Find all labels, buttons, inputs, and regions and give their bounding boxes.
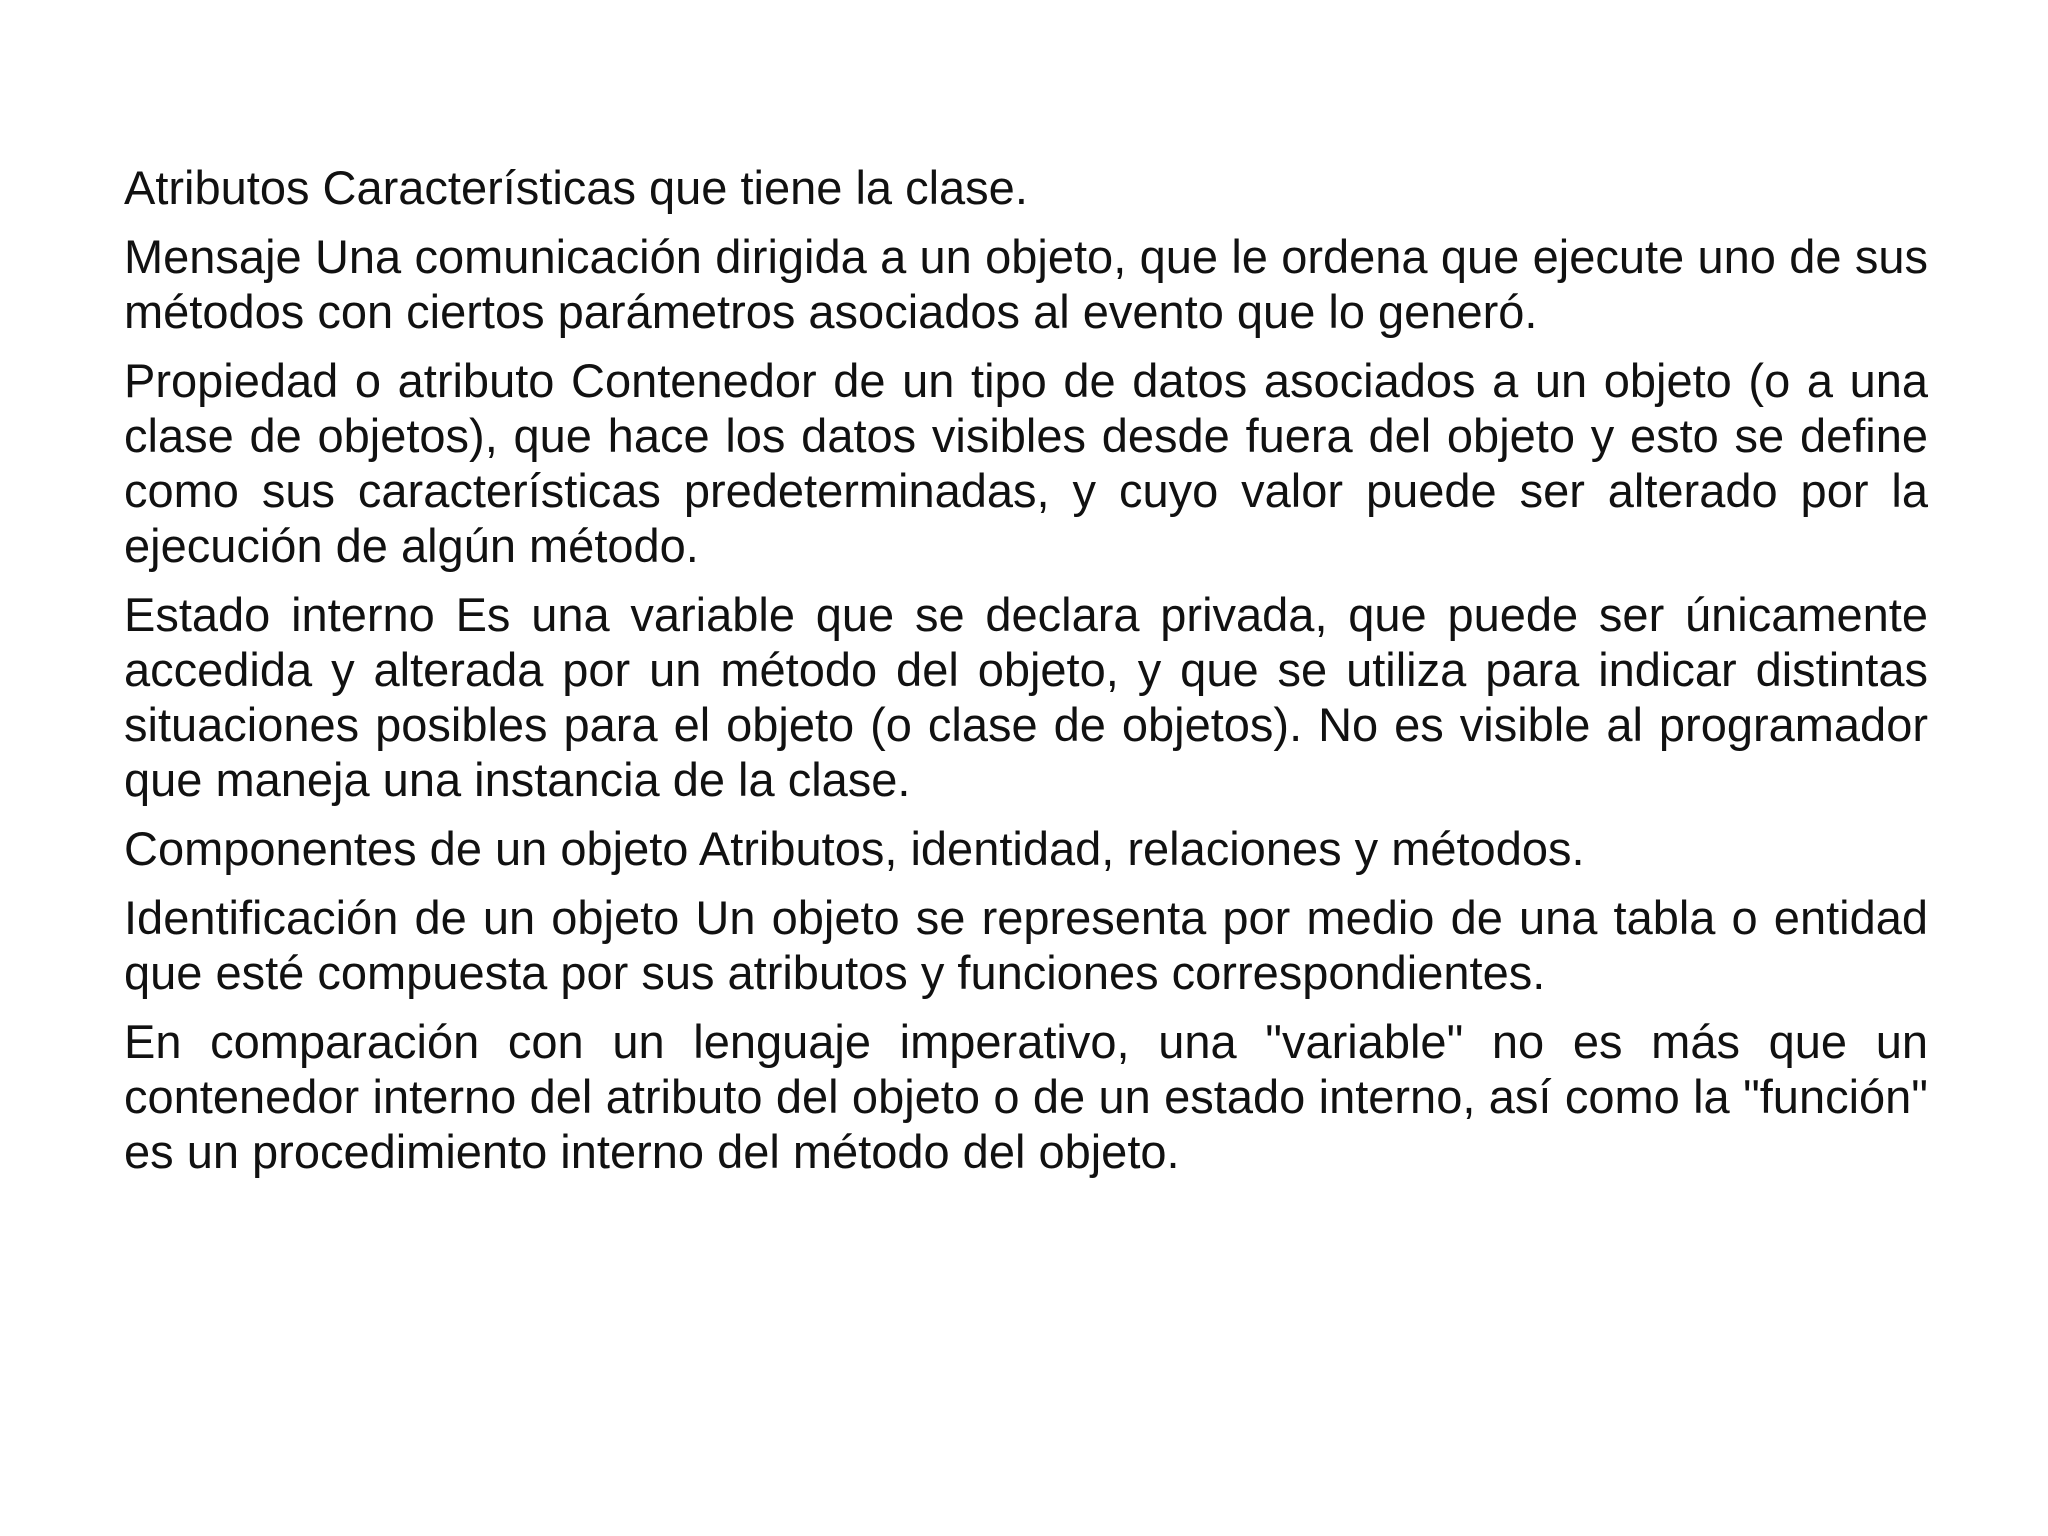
paragraph-propiedad: Propiedad o atributo Contenedor de un tipo de datos asociados a un objeto (o a una clase de objetos), que hace los datos visibles desde fuera del objeto y esto se define como sus características predeterminadas, y cuyo valor puede ser alterado por la ejecución de algún método. [124,354,1928,572]
paragraph-comparacion: En comparación con un lenguaje imperativo, una "variable" no es más que un contenedor interno del atributo del objeto o de un estado interno, así como la "función" es un procedimiento interno del método del objeto. [124,1015,1928,1178]
paragraph-mensaje: Mensaje Una comunicación dirigida a un objeto, que le ordena que ejecute uno de sus métodos con ciertos parámetros asociados al evento que lo generó. [124,230,1928,338]
paragraph-estado-interno: Estado interno Es una variable que se declara privada, que puede ser únicamente accedida y alterada por un método del objeto, y que se utiliza para indicar distintas situaciones posibles para el objeto (o clase de objetos). No es visible al programador que maneja una instancia de la clase. [124,588,1928,806]
slide-body [124,160,1928,1179]
paragraph-componentes: Componentes de un objeto Atributos, identidad, relaciones y métodos. [124,822,1585,875]
paragraph-atributos: Atributos Características que tiene la clase. [124,161,1028,214]
paragraph-identificacion: Identificación de un objeto Un objeto se representa por medio de una tabla o entidad que esté compuesta por sus atributos y funciones correspondientes. [124,891,1928,999]
